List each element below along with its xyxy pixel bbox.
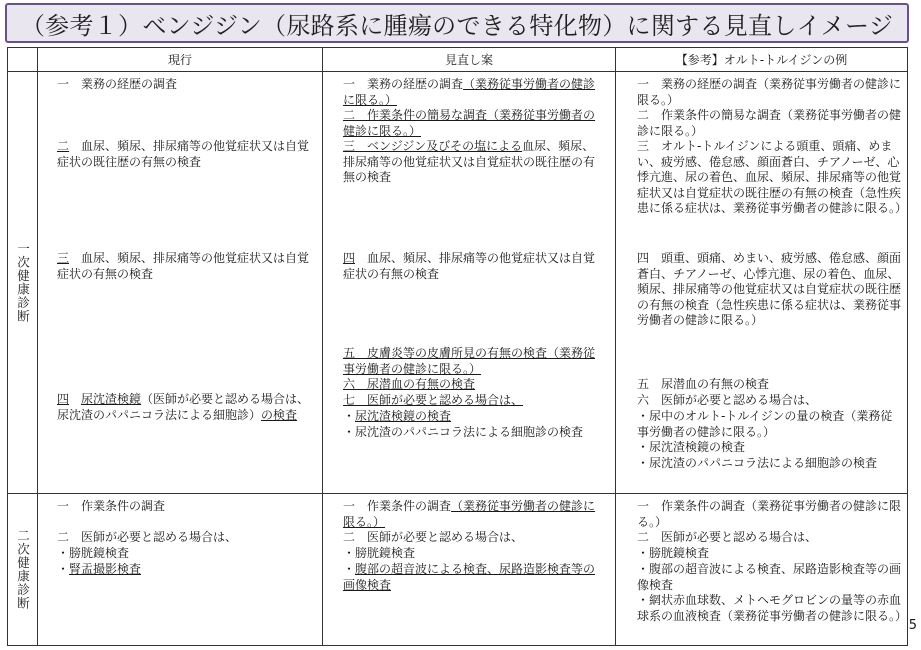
reference-item-6a: ・尿中のオルト‐トルイジンの量の検査（業務従事労働者の健診に限る。） bbox=[637, 409, 893, 439]
proposal-item-7b: ・尿沈渣のパパニコラ法による細胞診の検査 bbox=[343, 425, 584, 439]
proposal-item-7: 七 医師が必要と認める場合は、 bbox=[343, 393, 524, 407]
reference-secondary-item-1: 一 作業条件の調査（業務従事労働者の健診に限る。） bbox=[637, 499, 902, 529]
reference-item-4: 四 頭重、頭痛、めまい、疲労感、倦怠感、顔面蒼白、チアノーゼ、心悸亢進、尿の着色、血尿、頻尿、排尿痛等の他覚症状又は自覚症状の既往歴の有無の検査（急性疾患に係る症状は、業務従事労働者の健診に限る。） bbox=[637, 251, 902, 328]
page-number: 5 bbox=[908, 618, 917, 633]
reference-item-6c: ・尿沈渣のパパニコラ法による細胞診の検査 bbox=[637, 456, 878, 470]
proposal-item-6: 六 尿潜血の有無の検査 bbox=[343, 377, 476, 391]
header-current: 現行 bbox=[38, 48, 323, 72]
proposal-secondary-item-1: 一 作業条件の調査（業務従事労働者の健診に限る。） bbox=[343, 499, 596, 529]
current-item-4: 四 尿沈渣検鏡（医師が必要と認める場合は、尿沈渣のパパニコラ法による細胞診）の検査 bbox=[57, 392, 310, 422]
reference-secondary-item-2: 二 医師が必要と認める場合は、 bbox=[637, 530, 818, 544]
current-secondary-item-2a: ・膀胱鏡検査 bbox=[57, 546, 130, 560]
proposal-secondary-item-2b: ・腹部の超音波による検査、尿路造影検査等の画像検査 bbox=[343, 562, 596, 592]
page-title: （参考１）ベンジジン（尿路系に腫瘍のできる特化物）に関する見直しイメージ bbox=[20, 11, 894, 40]
title-banner bbox=[5, 3, 909, 43]
reference-item-2: 二 作業条件の簡易な調査（業務従事労働者の健診に限る。） bbox=[637, 108, 902, 138]
reference-secondary-item-2c: ・網状赤血球数、メトヘモグロビンの量等の赤血球系の血液検査（業務従事労働者の健診に限る。） bbox=[637, 593, 908, 623]
proposal-secondary-item-2a: ・膀胱鏡検査 bbox=[343, 546, 416, 560]
proposal-item-2: 二 作業条件の簡易な調査（業務従事労働者の健診に限る。） bbox=[343, 108, 596, 138]
proposal-item-1: 一 業務の経歴の調査（業務従事労働者の健診に限る。） bbox=[343, 77, 596, 107]
current-item-3: 三 血尿、頻尿、排尿痛等の他覚症状又は自覚症状の有無の検査 bbox=[57, 251, 310, 281]
reference-secondary-item-2a: ・膀胱鏡検査 bbox=[637, 546, 710, 560]
corner-cell bbox=[8, 48, 38, 72]
row-label-secondary: 二次健康診断 bbox=[8, 494, 38, 646]
current-secondary-item-2b: ・腎盂撮影検査 bbox=[57, 562, 142, 576]
reference-item-6: 六 医師が必要と認める場合は、 bbox=[637, 393, 818, 407]
proposal-secondary-item-2: 二 医師が必要と認める場合は、 bbox=[343, 530, 524, 544]
current-item-2: 二 血尿、頻尿、排尿痛等の他覚症状又は自覚症状の既往歴の有無の検査 bbox=[57, 139, 310, 169]
row-label-primary: 一次健康診断 bbox=[8, 72, 38, 494]
reference-item-6b: ・尿沈渣検鏡の検査 bbox=[637, 440, 746, 454]
proposal-item-3: 三 ベンジジン及びその塩による血尿、頻尿、排尿痛等の他覚症状又は自覚症状の既往歴の有無の検査 bbox=[343, 139, 596, 185]
current-secondary-item-1: 一 作業条件の調査 bbox=[57, 499, 166, 513]
reference-secondary-item-2b: ・腹部の超音波による検査、尿路造影検査等の画像検査 bbox=[637, 562, 902, 592]
current-item-1: 一 業務の経歴の調査 bbox=[57, 77, 178, 91]
header-reference: 【参考】オルト‐トルイジンの例 bbox=[616, 48, 908, 72]
reference-item-1: 一 業務の経歴の調査（業務従事労働者の健診に限る。） bbox=[637, 77, 902, 107]
reference-item-3: 三 オルト‐トルイジンによる頭重、頭痛、めまい、疲労感、倦怠感、顔面蒼白、チアノーゼ、心悸亢進、尿の着色、血尿、頻尿、排尿痛等の他覚症状又は自覚症状の既往歴の有無の検査（急性疾患に係る症状は、業務従事労働者の健診に限る。） bbox=[637, 139, 908, 216]
proposal-item-4: 四 血尿、頻尿、排尿痛等の他覚症状又は自覚症状の有無の検査 bbox=[343, 251, 596, 281]
proposal-item-5: 五 皮膚炎等の皮膚所見の有無の検査（業務従事労働者の健診に限る。） bbox=[343, 346, 596, 376]
header-row bbox=[8, 48, 908, 72]
current-secondary-item-2: 二 医師が必要と認める場合は、 bbox=[57, 530, 238, 544]
reference-item-5: 五 尿潜血の有無の検査 bbox=[637, 377, 770, 391]
proposal-item-7a: ・尿沈渣検鏡の検査 bbox=[343, 409, 452, 423]
header-proposal: 見直し案 bbox=[323, 48, 616, 72]
